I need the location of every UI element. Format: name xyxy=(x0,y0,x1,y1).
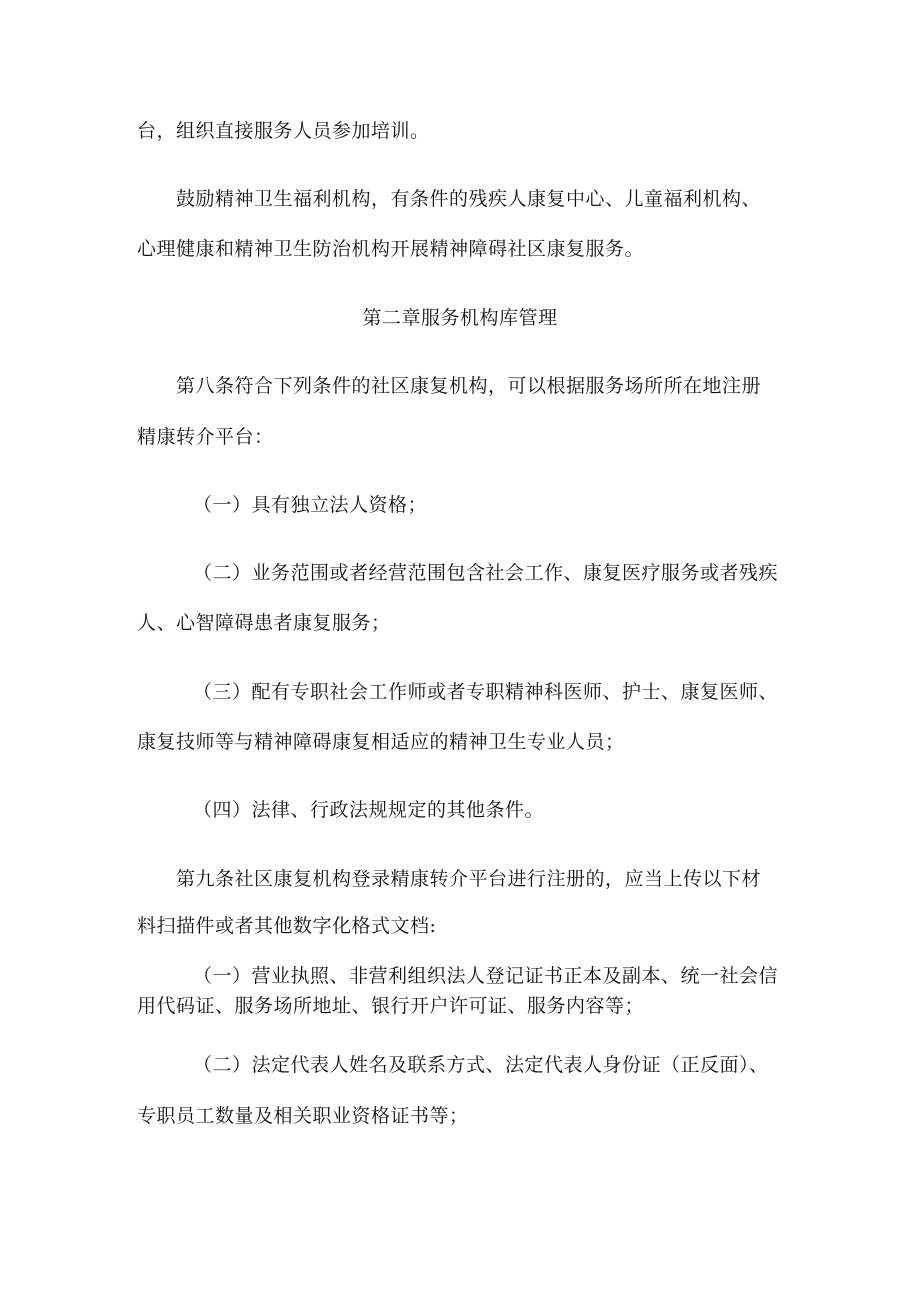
list-item-line: （四）法律、行政法规规定的其他条件。 xyxy=(193,799,545,821)
list-item-line: 用代码证、服务场所地址、银行开户许可证、服务内容等； xyxy=(137,995,645,1017)
list-item-line: （二）业务范围或者经营范围包含社会工作、康复医疗服务或者残疾 xyxy=(193,562,779,584)
list-item-line: 康复技师等与精神障碍康复相适应的精神卫生专业人员； xyxy=(137,731,625,753)
paragraph-line: 台，组织直接服务人员参加培训。 xyxy=(137,120,430,142)
list-item-line: （一）具有独立法人资格； xyxy=(193,494,428,516)
paragraph-line: 第九条社区康复机构登录精康转介平台进行注册的，应当上传以下材 xyxy=(176,868,762,890)
paragraph-line: 料扫描件或者其他数字化格式文档: xyxy=(137,915,437,937)
list-item-line: 人、心智障碍患者康复服务； xyxy=(137,612,391,634)
list-item-line: （二）法定代表人姓名及联系方式、法定代表人身份证（正反面）、 xyxy=(193,1054,769,1076)
list-item-line: （一）营业执照、非营利组织法人登记证书正本及副本、统一社会信 xyxy=(193,965,779,987)
list-item-line: （三）配有专职社会工作师或者专职精神科医师、护士、康复医师、 xyxy=(193,681,779,703)
paragraph-line: 精康转介平台： xyxy=(137,426,274,448)
chapter-heading: 第二章服务机构库管理 xyxy=(362,307,558,329)
paragraph-line: 鼓励精神卫生福利机构，有条件的残疾人康复中心、儿童福利机构、 xyxy=(176,188,762,210)
paragraph-line: 第八条符合下列条件的社区康复机构，可以根据服务场所所在地注册 xyxy=(176,375,762,397)
paragraph-line: 心理健康和精神卫生防治机构开展精神障碍社区康复服务。 xyxy=(137,238,645,260)
list-item-line: 专职员工数量及相关职业资格证书等； xyxy=(137,1105,469,1127)
